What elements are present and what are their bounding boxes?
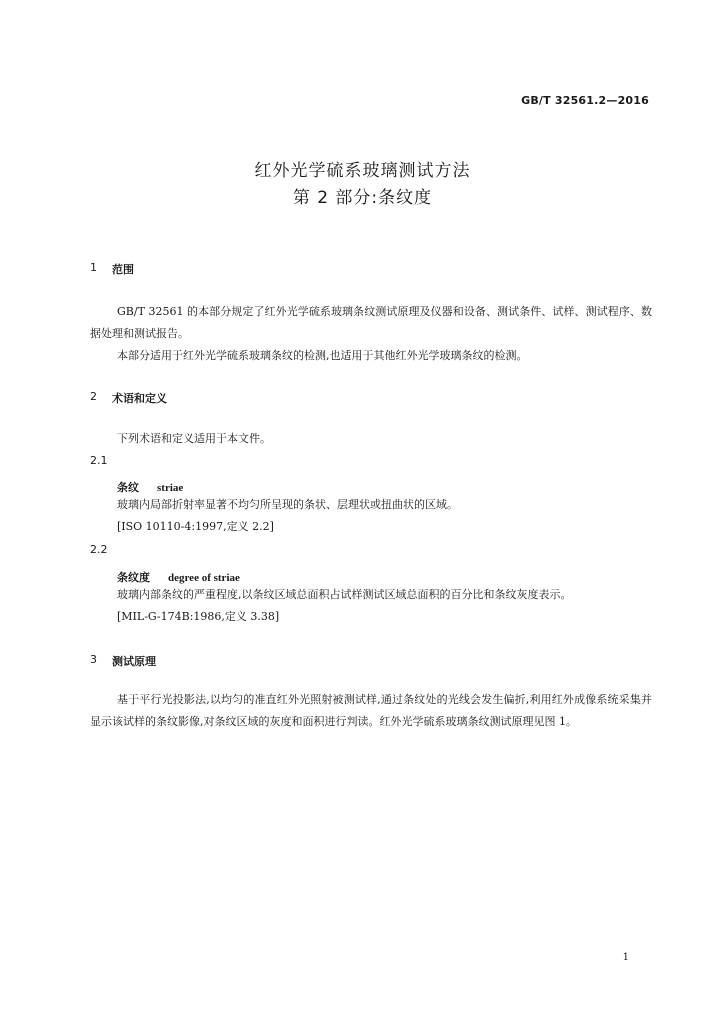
term-2-2-source: [MIL-G-174B:1986,定义 3.38]	[117, 610, 280, 623]
term-2-2-definition: 玻璃内部条纹的严重程度,以条纹区域总面积占试样测试区域总面积的百分比和条纹灰度表示。	[117, 588, 572, 601]
term-2-2-number: 2.2	[90, 543, 108, 556]
document-title: 红外光学硫系玻璃测试方法	[254, 161, 471, 181]
term-2-1-heading	[117, 476, 183, 495]
term-2-2-en: degree of striae	[168, 572, 240, 584]
term-2-1-number: 2.1	[90, 454, 108, 467]
term-2-1-source: [ISO 10110-4:1997,定义 2.2]	[117, 520, 274, 533]
section-3-title: 测试原理	[112, 655, 156, 668]
term-2-1-en: striae	[157, 482, 184, 494]
term-2-2-heading	[117, 566, 240, 585]
section-2-intro: 下列术语和定义适用于本文件。	[117, 432, 271, 445]
section-2-title: 术语和定义	[112, 392, 167, 405]
section-1-number: 1	[90, 261, 97, 274]
section-2-number: 2	[90, 390, 97, 403]
term-2-2-cn: 条纹度	[117, 571, 150, 584]
standard-code: GB/T 32561.2—2016	[521, 94, 649, 107]
term-2-1-cn: 条纹	[117, 481, 139, 494]
page-number: 1	[622, 952, 629, 963]
document-subtitle: 第 2 部分:条纹度	[292, 188, 433, 208]
section-3-number: 3	[90, 653, 97, 666]
section-3-paragraph-1: 基于平行光投影法,以均匀的准直红外光照射被测试样,通过条纹处的光线会发生偏折,利用红外成像系统采集并显示该试样的条纹影像,对条纹区域的灰度和面积进行判读。红外光学硫系玻璃条纹测试原理见图 1。	[90, 693, 652, 728]
section-1-title: 范围	[112, 263, 134, 276]
term-2-1-definition: 玻璃内局部折射率显著不均匀所呈现的条状、层理状或扭曲状的区域。	[117, 498, 458, 511]
section-1-paragraph-2: 本部分适用于红外光学硫系玻璃条纹的检测,也适用于其他红外光学玻璃条纹的检测。	[117, 349, 528, 362]
section-1-paragraph-1: GB/T 32561 的本部分规定了红外光学硫系玻璃条纹测试原理及仪器和设备、测试条件、试样、测试程序、数据处理和测试报告。	[90, 305, 652, 340]
